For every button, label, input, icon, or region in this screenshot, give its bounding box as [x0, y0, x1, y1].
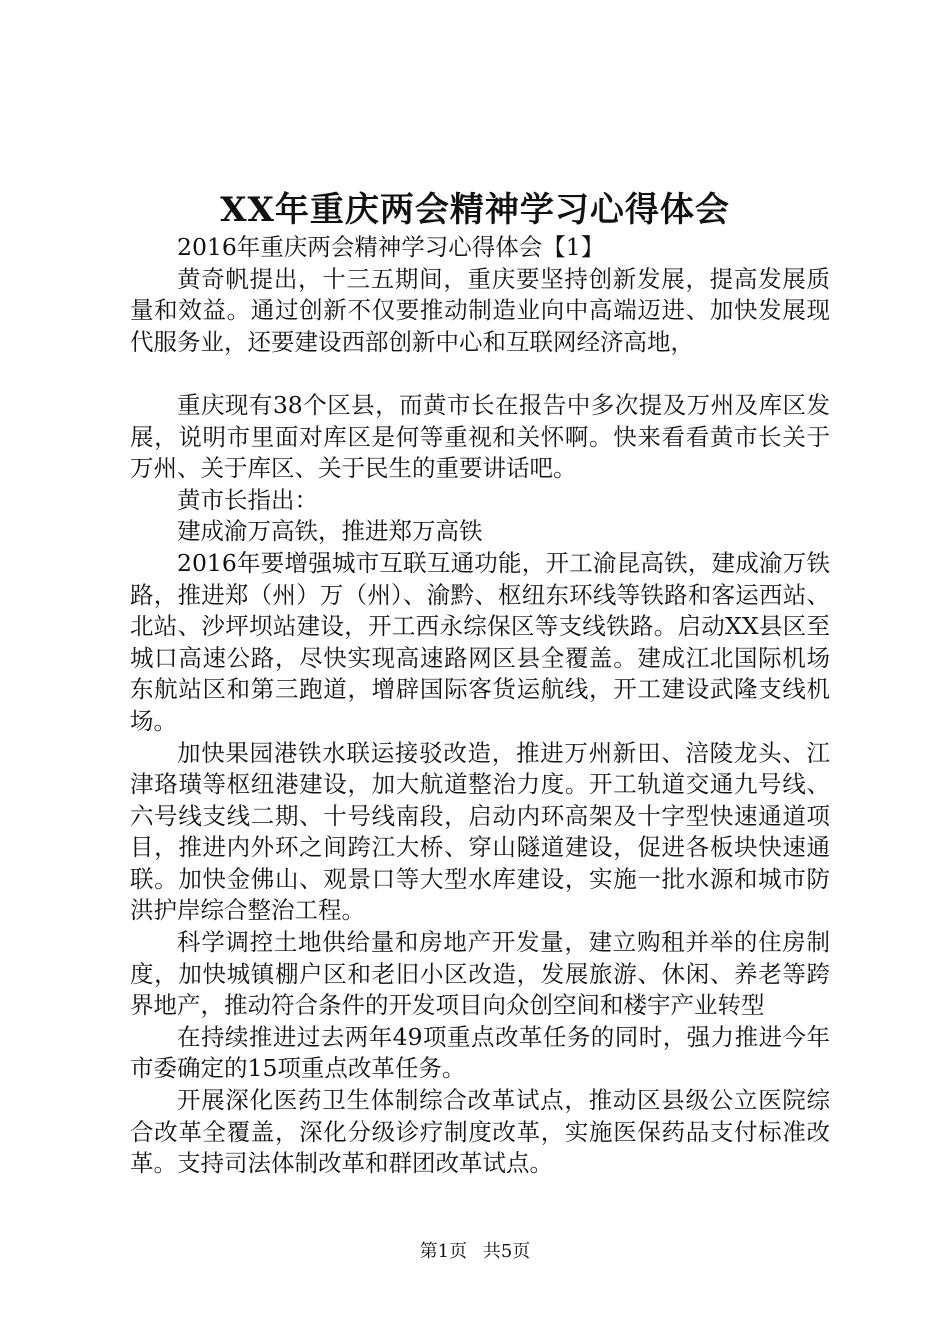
document-body [130, 232, 830, 1180]
paragraph-2: 黄奇帆提出，十三五期间，重庆要坚持创新发展，提高发展质量和效益。通过创新不仅要推动制造业向中高端迈进、加快发展现代服务业，还要建设西部创新中心和互联网经济高地， [130, 264, 830, 356]
document-title: XX年重庆两会精神学习心得体会 [220, 190, 730, 230]
page-number: 第1页 [419, 1241, 468, 1262]
paragraph-5: 建成渝万高铁，推进郑万高铁 [177, 517, 483, 546]
paragraph-7: 加快果园港铁水联运接驳改造，推进万州新田、涪陵龙头、江津珞璜等枢纽港建设，加大航道整治力度。开工轨道交通九号线、六号线支线二期、十号线南段，启动内环高架及十字型快速通道项目，推进内外环之间跨江大桥、穿山隧道建设，促进各板块快速通联。加快金佛山、观景口等大型水库建设，实施一批水源和城市防洪护岸综合整治工程。 [130, 738, 830, 925]
paragraph-10: 开展深化医药卫生体制综合改革试点，推动区县级公立医院综合改革全覆盖，深化分级诊疗制度改革，实施医保药品支付标准改革。支持司法体制改革和群团改革试点。 [130, 1086, 830, 1178]
paragraph-9: 在持续推进过去两年49项重点改革任务的同时，强力推进今年市委确定的15项重点改革任务。 [130, 1022, 830, 1083]
paragraph-8: 科学调控土地供给量和房地产开发量，建立购租并举的住房制度，加快城镇棚户区和老旧小区改造，发展旅游、休闲、养老等跨界地产，推动符合条件的开发项目向众创空间和楼宇产业转型 [130, 928, 830, 1020]
page-total: 共5页 [482, 1241, 531, 1262]
paragraph-4: 黄市长指出： [177, 485, 318, 514]
paragraph-3: 重庆现有38个区县，而黄市长在报告中多次提及万州及库区发展，说明市里面对库区是何等重视和关怀啊。快来看看黄市长关于万州、关于库区、关于民生的重要讲话吧。 [130, 390, 830, 483]
paragraph-blank [130, 358, 830, 390]
paragraph-1: 2016年重庆两会精神学习心得体会【1】 [177, 233, 605, 261]
page-footer [0, 1240, 950, 1264]
paragraph-6: 2016年要增强城市互联互通功能，开工渝昆高铁，建成渝万铁路，推进郑（州）万（州）、渝黔、枢纽东环线等铁路和客运西站、北站、沙坪坝站建设，开工西永综保区等支线铁路。启动XX县区至城口高速公路，尽快实现高速路网区县全覆盖。建成江北国际机场东航站区和第三跑道，增辟国际客货运航线，开工建设武隆支线机场。 [130, 548, 830, 735]
